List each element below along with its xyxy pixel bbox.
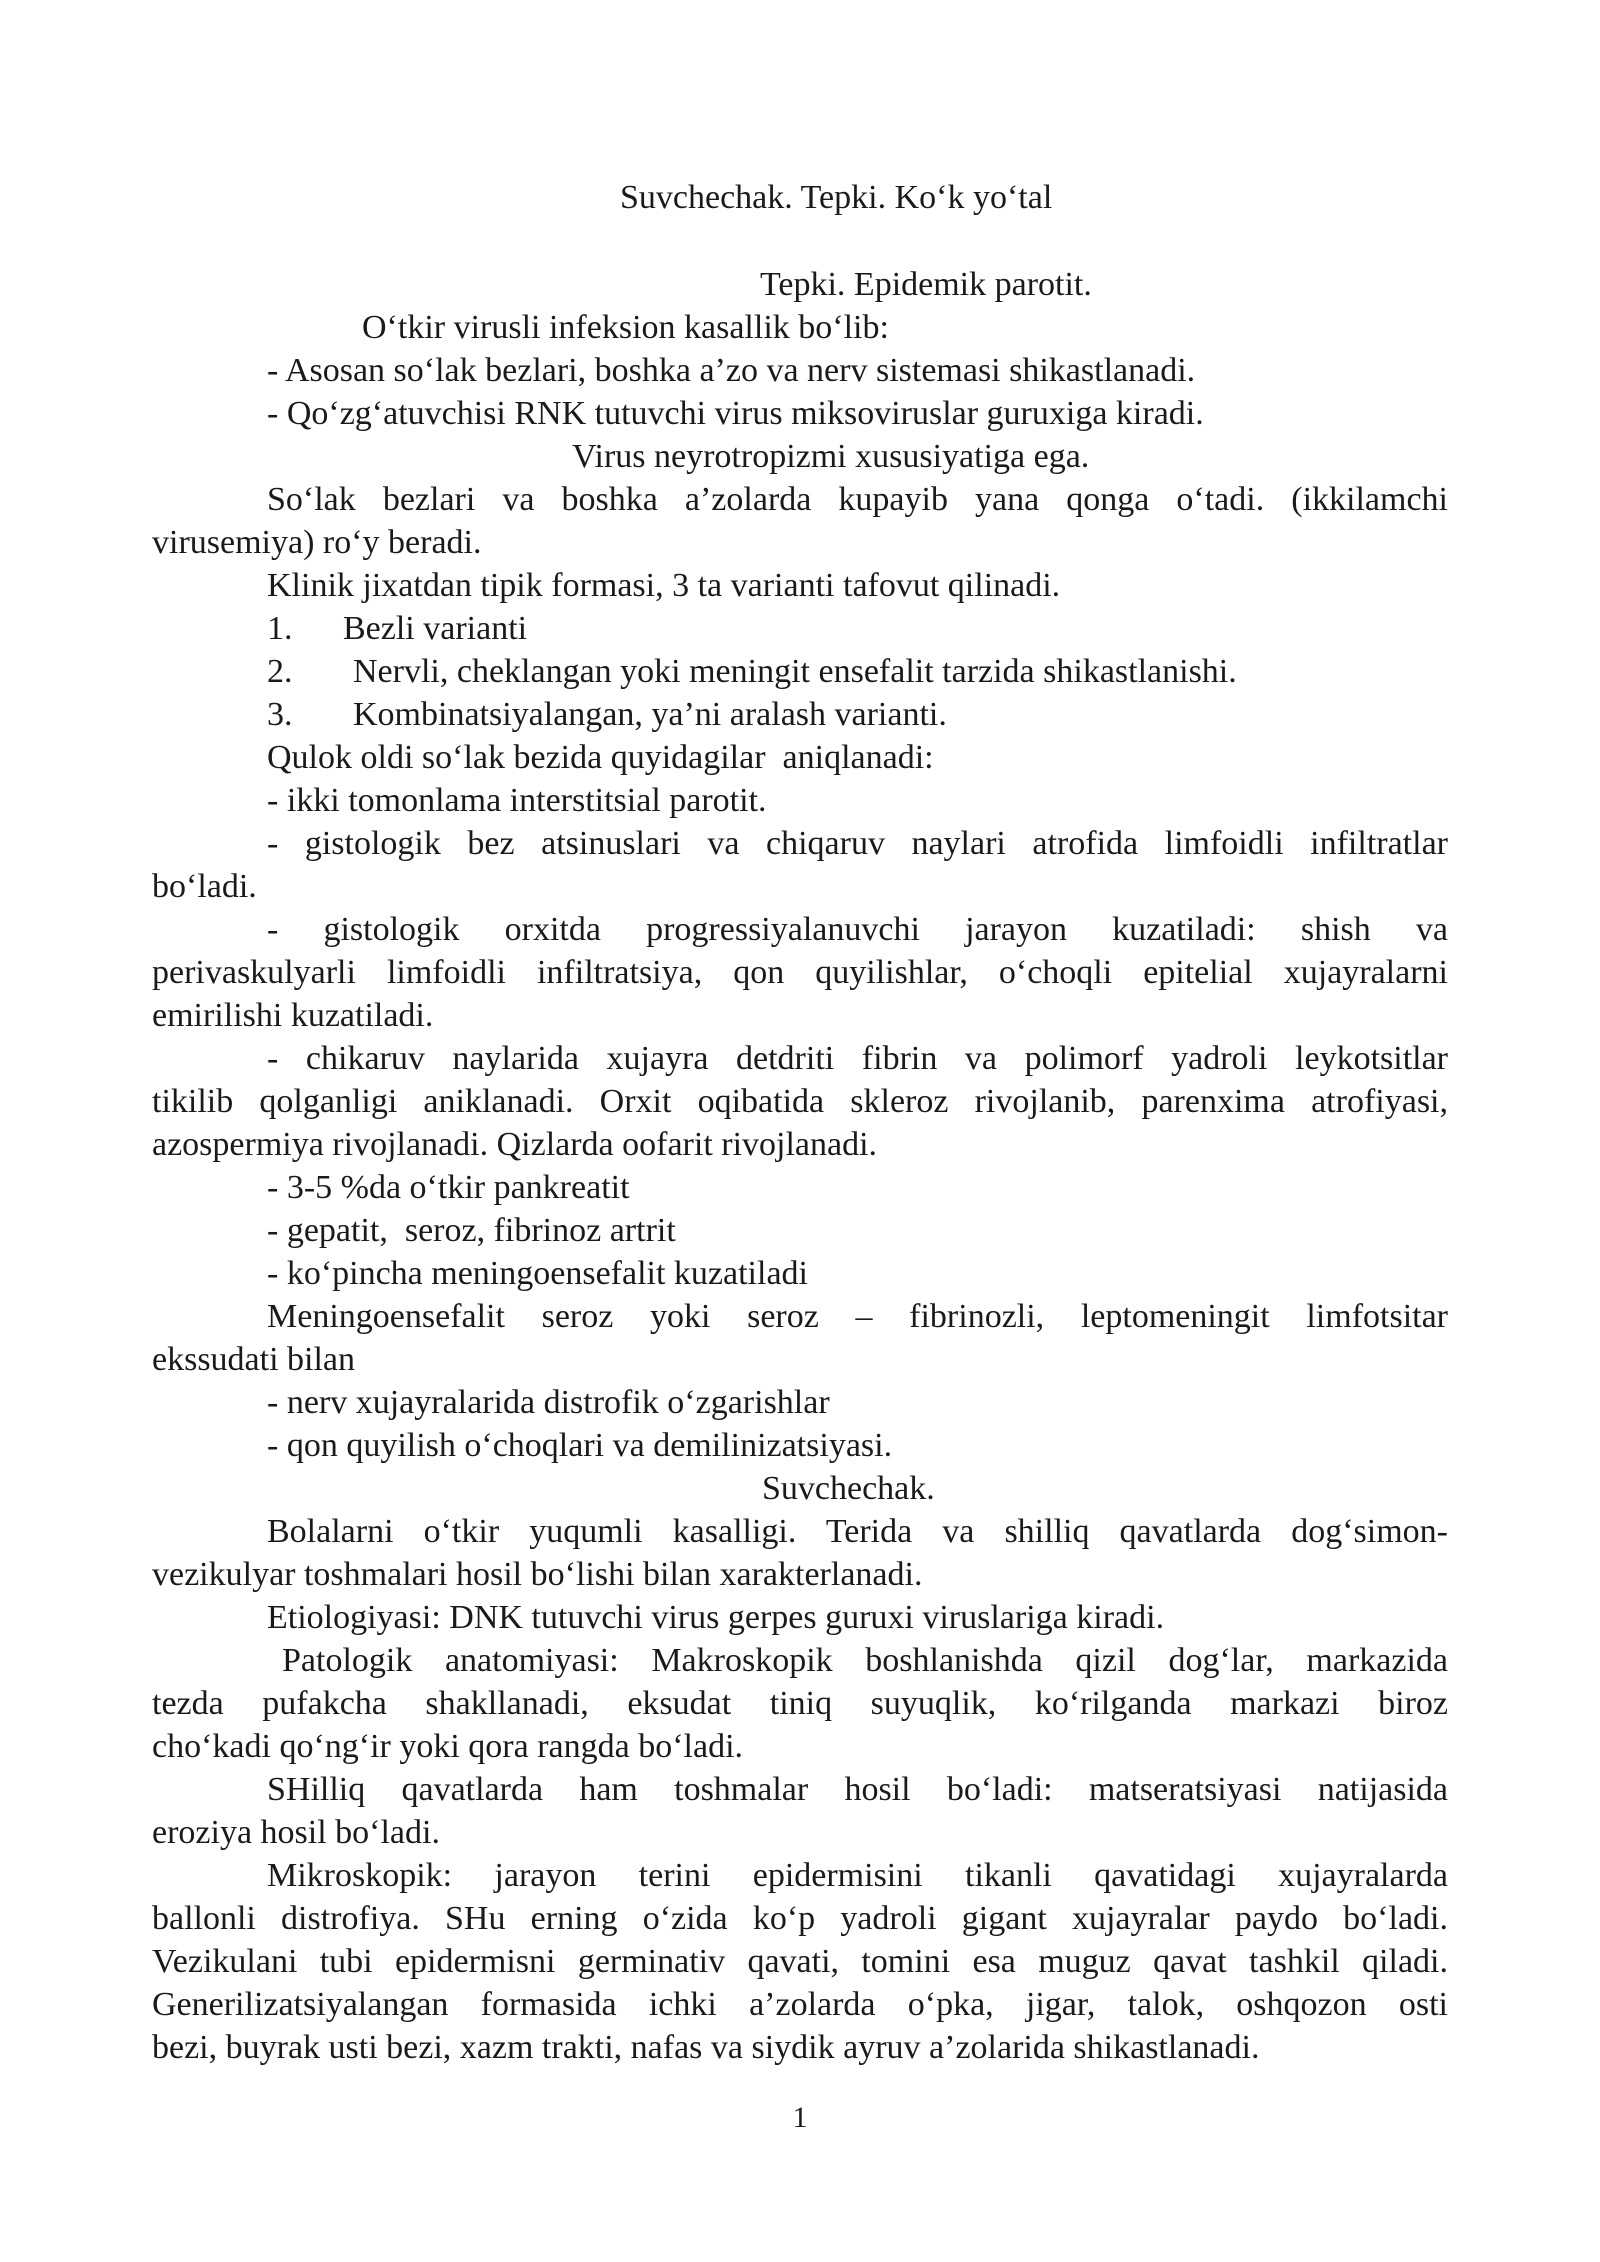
list-item: Nervli, cheklangan yoki meningit ensefalit tarzida shikastlanishi. (353, 653, 1237, 690)
paragraph-line: eroziya hosil bo‘ladi. (152, 1814, 440, 1851)
paragraph-line: SHilliq qavatlarda ham toshmalar hosil bo‘ladi: matseratsiyasi natijasida (267, 1771, 1448, 1808)
list-number: 1. (267, 610, 293, 647)
paragraph-line: virusemiya) ro‘y beradi. (152, 524, 482, 561)
bullet-item: - qon quyilish o‘choqlari va demilinizatsiyasi. (267, 1427, 893, 1464)
paragraph-line: perivaskulyarli limfoidli infiltratsiya, qon quyilishlar, o‘choqli epitelial xujayralarni (152, 954, 1448, 991)
paragraph-line: Bolalarni o‘tkir yuqumli kasalligi. Terida va shilliq qavatlarda dog‘simon- (267, 1513, 1448, 1550)
bullet-item: - ikki tomonlama interstitsial parotit. (267, 782, 767, 819)
list-item: Bezli varianti (343, 610, 528, 647)
paragraph-line: Vezikulani tubi epidermisni germinativ qavati, tomini esa muguz qavat tashkil qiladi. (152, 1943, 1448, 1980)
paragraph-klinik: Klinik jixatdan tipik formasi, 3 ta varianti tafovut qilinadi. (267, 567, 1061, 604)
list-number: 2. (267, 653, 293, 690)
page-number: 1 (792, 2101, 808, 2134)
paragraph-line: emirilishi kuzatiladi. (152, 997, 434, 1034)
bullet-item: - chikaruv naylarida xujayra detdriti fibrin va polimorf yadroli leykotsitlar (267, 1040, 1448, 1077)
paragraph-line: Meningoensefalit seroz yoki seroz – fibrinozli, leptomeningit limfotsitar (267, 1298, 1448, 1335)
bullet-item: - Asosan so‘lak bezlari, boshka a’zo va nerv sistemasi shikastlanadi. (267, 352, 1196, 389)
bullet-item: - ko‘pincha meningoensefalit kuzatiladi (267, 1255, 808, 1292)
paragraph-line: bo‘ladi. (152, 868, 257, 905)
paragraph-intro: O‘tkir virusli infeksion kasallik bo‘lib: (362, 309, 889, 346)
bullet-item: - gepatit, seroz, fibrinoz artrit (267, 1212, 676, 1249)
paragraph-etiologiya: Etiologiyasi: DNK tutuvchi virus gerpes guruxi viruslariga kiradi. (267, 1599, 1165, 1636)
paragraph-qulok: Qulok oldi so‘lak bezida quyidagilar aniqlanadi: (267, 739, 934, 776)
paragraph-line: azospermiya rivojlanadi. Qizlarda oofarit rivojlanadi. (152, 1126, 878, 1163)
paragraph-line: tikilib qolganligi aniklanadi. Orxit oqibatida skleroz rivojlanib, parenxima atrofiyasi, (152, 1083, 1448, 1120)
list-number: 3. (267, 696, 293, 733)
bullet-item: - gistologik orxitda progressiyalanuvchi jarayon kuzatiladi: shish va (267, 911, 1448, 948)
bullet-item: - gistologik bez atsinuslari va chiqaruv naylari atrofida limfoidli infiltratlar (267, 825, 1448, 862)
list-item: Kombinatsiyalangan, ya’ni aralash varianti. (353, 696, 947, 733)
bullet-item: - Qo‘zg‘atuvchisi RNK tutuvchi virus miksoviruslar guruxiga kiradi. (267, 395, 1204, 432)
paragraph-line: ekssudati bilan (152, 1341, 356, 1378)
paragraph-line: ballonli distrofiya. SHu erning o‘zida ko‘p yadroli gigant xujayralar paydo bo‘ladi. (152, 1900, 1448, 1937)
section-heading-tepki: Tepki. Epidemik parotit. (760, 266, 1092, 303)
paragraph-line: cho‘kadi qo‘ng‘ir yoki qora rangda bo‘ladi. (152, 1728, 744, 1765)
paragraph-line: Mikroskopik: jarayon terini epidermisini tikanli qavatidagi xujayralarda (267, 1857, 1448, 1894)
paragraph-virus: Virus neyrotropizmi xususiyatiga ega. (572, 438, 1090, 475)
paragraph-line: So‘lak bezlari va boshka a’zolarda kupayib yana qonga o‘tadi. (ikkilamchi (267, 481, 1448, 518)
document-title: Suvchechak. Tepki. Ko‘k yo‘tal (620, 179, 1053, 216)
paragraph-line: bezi, buyrak usti bezi, xazm trakti, nafas va siydik ayruv a’zolarida shikastlanadi. (152, 2029, 1260, 2066)
paragraph-line: Generilizatsiyalangan formasida ichki a’zolarda o‘pka, jigar, talok, oshqozon osti (152, 1986, 1448, 2023)
bullet-item: - nerv xujayralarida distrofik o‘zgarishlar (267, 1384, 830, 1421)
paragraph-line: tezda pufakcha shakllanadi, eksudat tiniq suyuqlik, ko‘rilganda markazi biroz (152, 1685, 1448, 1722)
section-heading-suvchechak: Suvchechak. (762, 1470, 935, 1507)
bullet-item: - 3-5 %da o‘tkir pankreatit (267, 1169, 630, 1206)
paragraph-line: Patologik anatomiyasi: Makroskopik boshlanishda qizil dog‘lar, markazida (282, 1642, 1448, 1679)
paragraph-line: vezikulyar toshmalari hosil bo‘lishi bilan xarakterlanadi. (152, 1556, 923, 1593)
